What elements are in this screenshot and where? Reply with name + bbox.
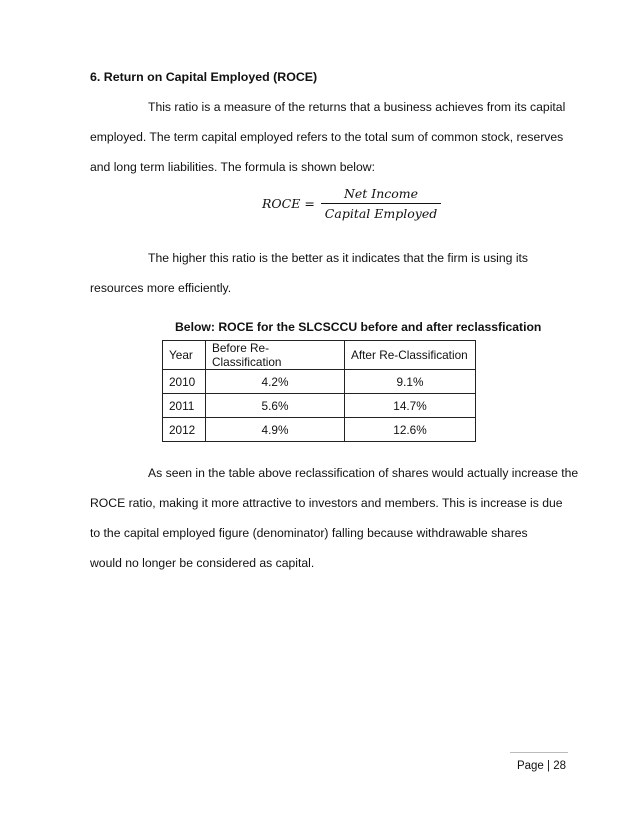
section-heading: 6. Return on Capital Employed (ROCE) bbox=[90, 70, 318, 84]
intro-paragraph bbox=[90, 92, 566, 182]
conclusion-line-4: would no longer be considered as capital. bbox=[90, 556, 315, 570]
roce-table bbox=[162, 340, 476, 442]
cell-before: 4.9% bbox=[206, 418, 345, 442]
cell-before: 4.2% bbox=[206, 370, 345, 394]
formula-numerator: Net Income bbox=[343, 186, 419, 201]
intro-line-2: employed. The term capital employed refers to the total sum of common stock, reserves bbox=[90, 130, 564, 144]
page-number: Page | 28 bbox=[516, 760, 566, 772]
interpretation-paragraph bbox=[90, 243, 560, 303]
footer-divider bbox=[510, 752, 568, 753]
header-year: Year bbox=[163, 341, 206, 370]
interpretation-line-2: resources more efficiently. bbox=[90, 281, 232, 295]
interpretation-line-1: The higher this ratio is the better as it indicates that the firm is using its bbox=[148, 251, 529, 265]
formula-denominator: Capital Employed bbox=[324, 206, 438, 221]
table-row bbox=[163, 394, 476, 418]
formula-lhs: ROCE = bbox=[262, 196, 315, 211]
intro-line-1: This ratio is a measure of the returns that a business achieves from its capital bbox=[148, 100, 566, 114]
cell-year: 2010 bbox=[163, 370, 206, 394]
cell-after: 12.6% bbox=[345, 418, 476, 442]
table-caption: Below: ROCE for the SLCSCCU before and after reclassfication bbox=[175, 320, 542, 334]
cell-before: 5.6% bbox=[206, 394, 345, 418]
conclusion-line-2: ROCE ratio, making it more attractive to investors and members. This is increase is due bbox=[90, 496, 563, 510]
intro-line-3: and long term liabilities. The formula is shown below: bbox=[90, 160, 375, 174]
header-before: Before Re-Classification bbox=[206, 341, 345, 370]
cell-year: 2011 bbox=[163, 394, 206, 418]
cell-after: 14.7% bbox=[345, 394, 476, 418]
conclusion-line-1: As seen in the table above reclassification of shares would actually increase the bbox=[148, 466, 579, 480]
table-header-row bbox=[163, 341, 476, 370]
formula-fraction bbox=[321, 186, 441, 221]
header-after: After Re-Classification bbox=[345, 341, 476, 370]
cell-after: 9.1% bbox=[345, 370, 476, 394]
conclusion-paragraph bbox=[90, 458, 579, 578]
table-row bbox=[163, 370, 476, 394]
conclusion-line-3: to the capital employed figure (denominator) falling because withdrawable shares bbox=[90, 526, 528, 540]
table-row bbox=[163, 418, 476, 442]
cell-year: 2012 bbox=[163, 418, 206, 442]
roce-formula bbox=[262, 186, 441, 221]
